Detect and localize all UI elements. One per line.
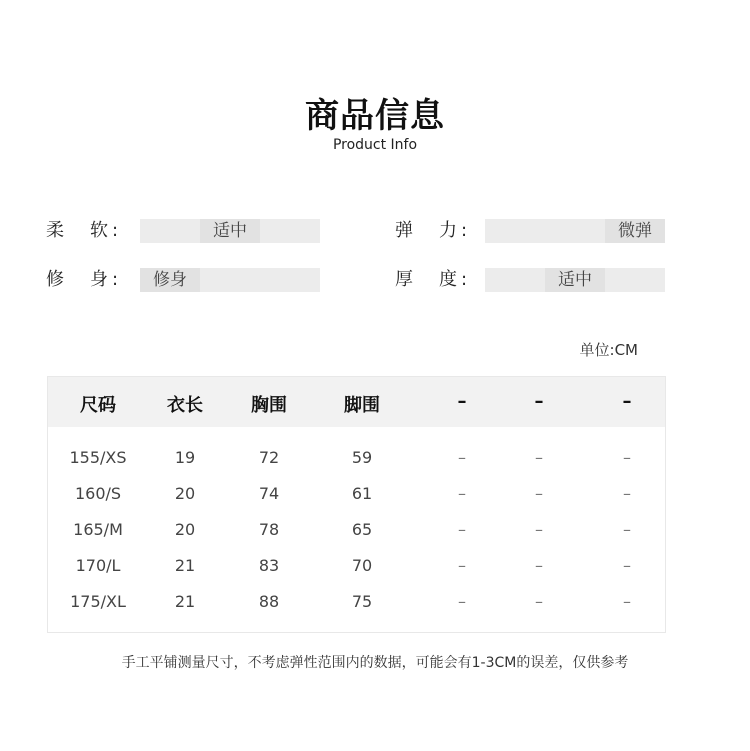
table-cell: – xyxy=(623,484,631,503)
table-cell: 19 xyxy=(174,448,196,467)
header-empty-3: – xyxy=(622,391,632,412)
table-cell: 59 xyxy=(351,448,373,467)
table-cell: 70 xyxy=(351,556,373,575)
table-cell: 61 xyxy=(351,484,373,503)
header-length: 衣长 xyxy=(167,395,203,416)
table-cell: 160/S xyxy=(74,484,122,503)
table-cell: 175/XL xyxy=(70,592,126,611)
table-cell: 165/M xyxy=(73,520,123,539)
table-cell: – xyxy=(623,556,631,575)
table-cell: 75 xyxy=(351,592,373,611)
table-cell: – xyxy=(458,484,466,503)
table-cell: 170/L xyxy=(75,556,121,575)
table-header xyxy=(48,377,665,427)
header-size: 尺码 xyxy=(80,395,116,416)
table-cell: – xyxy=(535,520,543,539)
table-cell: 83 xyxy=(258,556,280,575)
unit-label: 单位:CM xyxy=(579,341,638,359)
fit-value: 修身 xyxy=(140,268,200,292)
table-cell: 20 xyxy=(174,484,196,503)
header-empty-1: – xyxy=(457,391,467,412)
table-cell: – xyxy=(535,592,543,611)
table-cell: 72 xyxy=(258,448,280,467)
header-empty-2: – xyxy=(534,391,544,412)
table-cell: – xyxy=(458,448,466,467)
measurement-note: 手工平铺测量尺寸，不考虑弹性范围内的数据，可能会有1-3CM的误差，仅供参考 xyxy=(121,655,629,671)
table-cell: – xyxy=(535,556,543,575)
table-cell: 21 xyxy=(174,556,196,575)
softness-value: 适中 xyxy=(200,219,260,243)
header-chest: 胸围 xyxy=(251,395,287,416)
page-subtitle: Product Info xyxy=(332,137,418,153)
thickness-value: 适中 xyxy=(545,268,605,292)
table-cell: 21 xyxy=(174,592,196,611)
table-cell: – xyxy=(458,520,466,539)
table-cell: 155/XS xyxy=(69,448,127,467)
table-cell: 20 xyxy=(174,520,196,539)
table-cell: 65 xyxy=(351,520,373,539)
table-cell: – xyxy=(458,556,466,575)
table-cell: – xyxy=(623,448,631,467)
table-cell: – xyxy=(623,592,631,611)
table-cell: – xyxy=(458,592,466,611)
table-cell: – xyxy=(535,484,543,503)
page-title: 商品信息 xyxy=(305,96,445,136)
size-table xyxy=(47,376,666,633)
header-hem: 脚围 xyxy=(344,395,380,416)
table-cell: 88 xyxy=(258,592,280,611)
table-cell: – xyxy=(535,448,543,467)
elasticity-value: 微弹 xyxy=(605,219,665,243)
table-cell: – xyxy=(623,520,631,539)
table-cell: 78 xyxy=(258,520,280,539)
table-cell: 74 xyxy=(258,484,280,503)
